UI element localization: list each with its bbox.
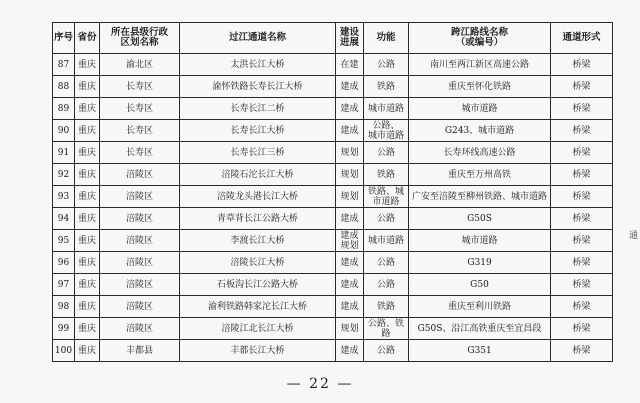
cell-province: 重庆 [75, 252, 100, 274]
cell-district: 长寿区 [100, 98, 180, 120]
cell-function: 公路、铁 路 [364, 318, 409, 340]
cell-district: 长寿区 [100, 120, 180, 142]
cell-name: 渝利铁路韩家沱长江大桥 [180, 296, 336, 318]
cell-province: 重庆 [75, 186, 100, 208]
cell-province: 重庆 [75, 296, 100, 318]
cell-name: 涪陵石沱长江大桥 [180, 164, 336, 186]
cell-district: 涪陵区 [100, 164, 180, 186]
cell-district: 涪陵区 [100, 274, 180, 296]
cell-district: 丰都县 [100, 340, 180, 362]
cell-progress: 在建 [336, 54, 364, 76]
header-district: 所在县级行政 区划名称 [100, 23, 180, 54]
table-row [53, 274, 613, 296]
cell-function: 公路 [364, 340, 409, 362]
cell-province: 重庆 [75, 230, 100, 252]
cell-function: 铁路、城 市道路 [364, 186, 409, 208]
table-row [53, 296, 613, 318]
cell-route: G50S、沿江高铁重庆至宜昌段 [409, 318, 551, 340]
cell-name: 长寿长江三桥 [180, 142, 336, 164]
cell-route: 重庆至万州高铁 [409, 164, 551, 186]
cell-district: 涪陵区 [100, 318, 180, 340]
table-row [53, 252, 613, 274]
cell-no: 93 [53, 186, 75, 208]
cell-district: 涪陵区 [100, 230, 180, 252]
cell-route: G319 [409, 252, 551, 274]
cell-progress: 建成 [336, 208, 364, 230]
cell-name: 涪陵江北长江大桥 [180, 318, 336, 340]
cell-name: 青草背长江公路大桥 [180, 208, 336, 230]
cell-form: 桥梁 [551, 318, 613, 340]
cell-name: 太洪长江大桥 [180, 54, 336, 76]
cell-no: 94 [53, 208, 75, 230]
table-row [53, 208, 613, 230]
cell-route: 广安至涪陵至柳州铁路、城市道路 [409, 186, 551, 208]
cell-route: 城市道路 [409, 98, 551, 120]
cell-function: 公路 [364, 54, 409, 76]
cell-province: 重庆 [75, 208, 100, 230]
cell-form: 桥梁 [551, 120, 613, 142]
table-row [53, 186, 613, 208]
cell-progress: 建成 规划 [336, 230, 364, 252]
cell-no: 89 [53, 98, 75, 120]
cell-province: 重庆 [75, 164, 100, 186]
cell-function: 公路 [364, 252, 409, 274]
cell-name: 丰都长江大桥 [180, 340, 336, 362]
cell-province: 重庆 [75, 340, 100, 362]
cell-name: 长寿长江大桥 [180, 120, 336, 142]
table-row [53, 318, 613, 340]
table-row [53, 142, 613, 164]
header-name: 过江通道名称 [180, 23, 336, 54]
cell-route: 重庆至怀化铁路 [409, 76, 551, 98]
cell-form: 桥梁 [551, 186, 613, 208]
header-function: 功能 [364, 23, 409, 54]
cell-no: 90 [53, 120, 75, 142]
cell-route: 城市道路 [409, 230, 551, 252]
cell-no: 92 [53, 164, 75, 186]
cell-progress: 建成 [336, 252, 364, 274]
cell-route: 长寿环线高速公路 [409, 142, 551, 164]
cell-district: 涪陵区 [100, 296, 180, 318]
cell-route: G50 [409, 274, 551, 296]
cell-function: 铁路 [364, 164, 409, 186]
table-row [53, 164, 613, 186]
cell-progress: 建成 [336, 98, 364, 120]
cell-district: 渝北区 [100, 54, 180, 76]
cut-off-edge-text: 通 [629, 231, 639, 241]
cell-no: 100 [53, 340, 75, 362]
cell-route: G243、城市道路 [409, 120, 551, 142]
cell-form: 桥梁 [551, 54, 613, 76]
cell-no: 95 [53, 230, 75, 252]
cell-form: 桥梁 [551, 340, 613, 362]
cell-progress: 建成 [336, 296, 364, 318]
header-no: 序号 [53, 23, 75, 54]
cell-form: 桥梁 [551, 98, 613, 120]
cell-progress: 建成 [336, 120, 364, 142]
cell-progress: 建成 [336, 274, 364, 296]
cell-district: 涪陵区 [100, 186, 180, 208]
cell-form: 桥梁 [551, 208, 613, 230]
cell-province: 重庆 [75, 274, 100, 296]
cell-function: 公路 [364, 274, 409, 296]
table-row [53, 120, 613, 142]
cell-province: 重庆 [75, 318, 100, 340]
cell-district: 长寿区 [100, 142, 180, 164]
river-crossing-table [52, 22, 613, 362]
cell-progress: 建成 [336, 340, 364, 362]
table-row [53, 98, 613, 120]
cell-no: 87 [53, 54, 75, 76]
table-row [53, 54, 613, 76]
cell-route: 南川至两江新区高速公路 [409, 54, 551, 76]
cell-form: 桥梁 [551, 274, 613, 296]
cell-progress: 规划 [336, 142, 364, 164]
cell-function: 城市道路 [364, 230, 409, 252]
cell-function: 铁路 [364, 296, 409, 318]
page-number [0, 376, 640, 392]
crossing-table-container [52, 22, 612, 362]
cell-name: 涪陵长江大桥 [180, 252, 336, 274]
cell-function: 城市道路 [364, 98, 409, 120]
cell-form: 桥梁 [551, 164, 613, 186]
cell-no: 91 [53, 142, 75, 164]
table-header-row [53, 23, 613, 54]
cell-progress: 规划 [336, 164, 364, 186]
cell-no: 99 [53, 318, 75, 340]
cell-district: 涪陵区 [100, 252, 180, 274]
cell-no: 96 [53, 252, 75, 274]
cell-route: 重庆至利川铁路 [409, 296, 551, 318]
header-form: 通道形式 [551, 23, 613, 54]
table-row [53, 230, 613, 252]
cell-form: 桥梁 [551, 296, 613, 318]
cell-district: 涪陵区 [100, 208, 180, 230]
cell-name: 李渡长江大桥 [180, 230, 336, 252]
cell-function: 铁路 [364, 76, 409, 98]
cell-function: 公路 [364, 142, 409, 164]
cell-name: 涪陵龙头港长江大桥 [180, 186, 336, 208]
cell-form: 桥梁 [551, 252, 613, 274]
cell-route: G351 [409, 340, 551, 362]
cell-district: 长寿区 [100, 76, 180, 98]
cell-province: 重庆 [75, 54, 100, 76]
cell-progress: 建成 [336, 76, 364, 98]
header-progress: 建设 进展 [336, 23, 364, 54]
cell-form: 桥梁 [551, 142, 613, 164]
cell-province: 重庆 [75, 142, 100, 164]
page-number-text: — 22 — [286, 376, 354, 392]
cell-function: 公路、 城市道路 [364, 120, 409, 142]
cell-province: 重庆 [75, 98, 100, 120]
header-province: 省份 [75, 23, 100, 54]
cell-no: 88 [53, 76, 75, 98]
cell-name: 石板沟长江公路大桥 [180, 274, 336, 296]
cell-function: 公路 [364, 208, 409, 230]
cell-no: 97 [53, 274, 75, 296]
cell-route: G50S [409, 208, 551, 230]
cell-province: 重庆 [75, 120, 100, 142]
header-route: 跨江路线名称 （或编号） [409, 23, 551, 54]
table-body [53, 54, 613, 362]
cell-name: 长寿长江二桥 [180, 98, 336, 120]
table-row [53, 340, 613, 362]
cell-form: 桥梁 [551, 230, 613, 252]
cell-province: 重庆 [75, 76, 100, 98]
cell-name: 渝怀铁路长寿长江大桥 [180, 76, 336, 98]
cell-form: 桥梁 [551, 76, 613, 98]
cell-progress: 规划 [336, 318, 364, 340]
cell-no: 98 [53, 296, 75, 318]
table-row [53, 76, 613, 98]
cell-progress: 规划 [336, 186, 364, 208]
